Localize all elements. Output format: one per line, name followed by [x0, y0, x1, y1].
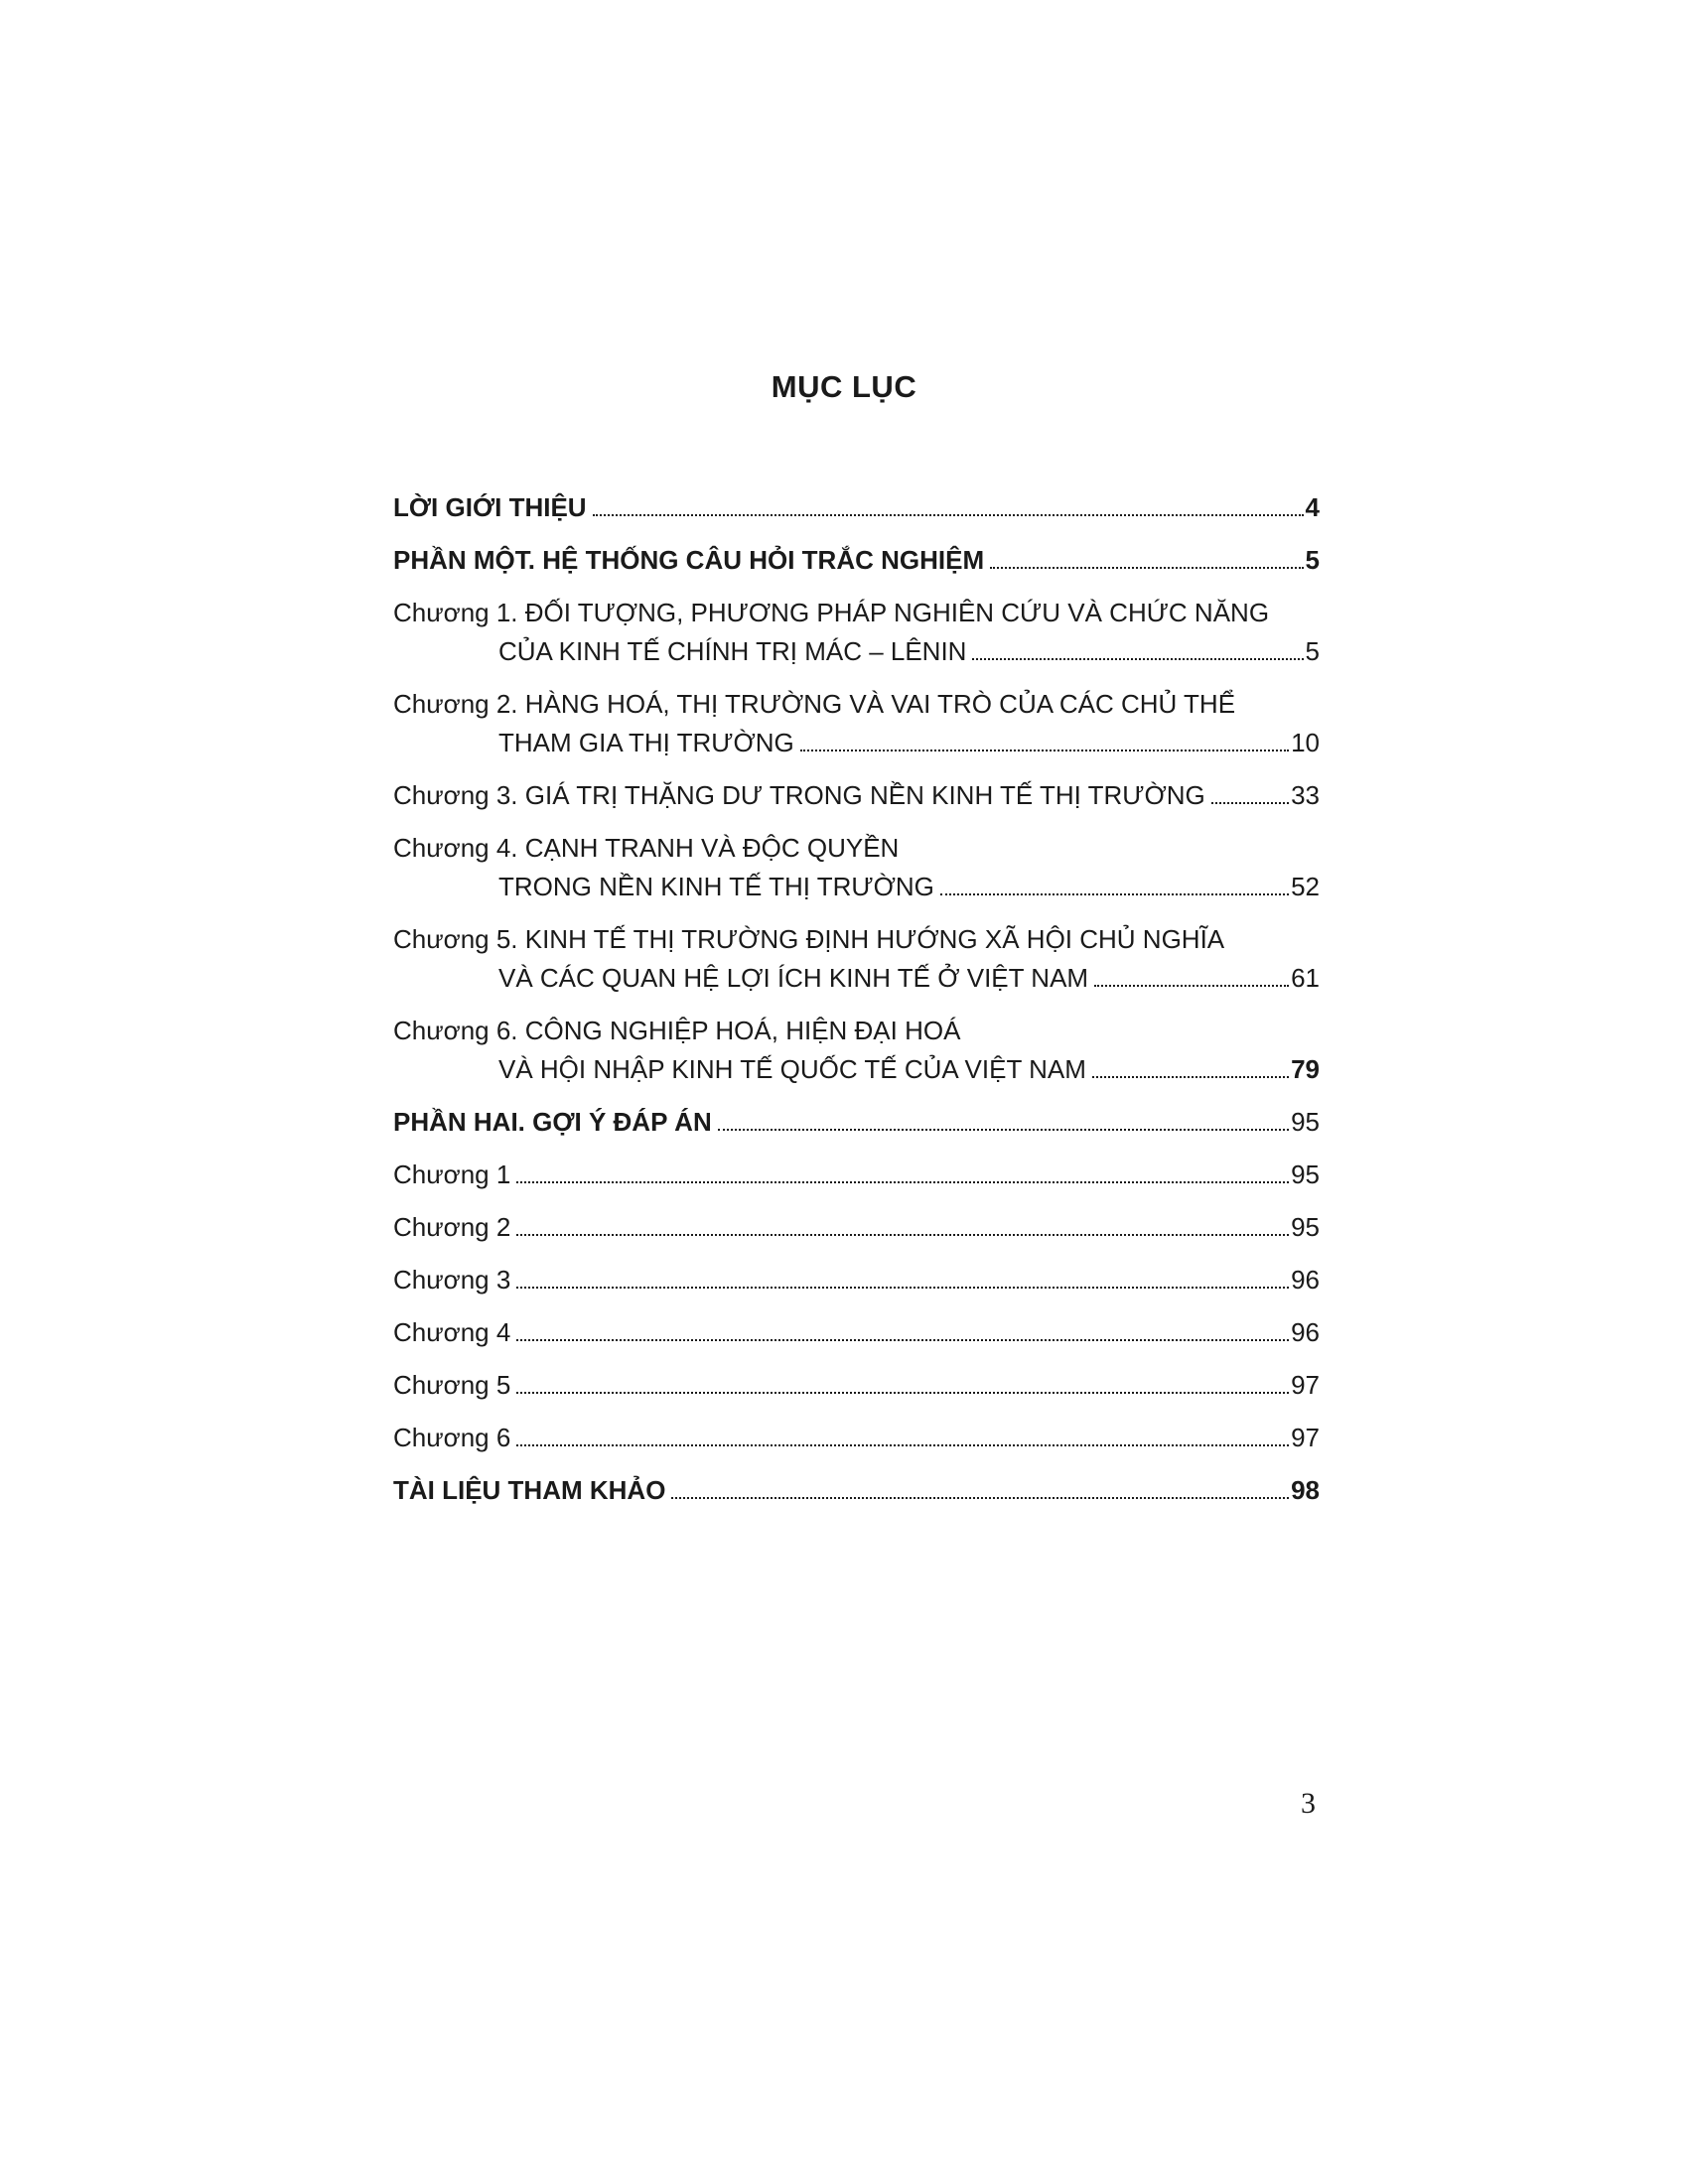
toc-leader-dots	[516, 1181, 1289, 1183]
toc-entry-chuong-6-line-1[interactable]	[393, 1013, 1320, 1048]
toc-entry-loi-gioi-thieu[interactable]	[393, 489, 1320, 525]
toc-entry-page: 5	[1305, 636, 1320, 666]
toc-leader-dots	[800, 750, 1289, 751]
toc-entry-label: TRONG NỀN KINH TẾ THỊ TRƯỜNG	[498, 872, 934, 901]
toc-entry-page: 52	[1291, 872, 1320, 901]
toc-entry-chuong-5-line-1[interactable]	[393, 921, 1320, 957]
toc-entry-label: CỦA KINH TẾ CHÍNH TRỊ MÁC – LÊNIN	[498, 636, 967, 666]
toc-entry-page: 97	[1291, 1370, 1320, 1400]
toc-leader-dots	[940, 893, 1289, 895]
toc-entry-dap-an-chuong-2[interactable]	[393, 1209, 1320, 1245]
toc-entry-page: 10	[1291, 728, 1320, 757]
toc-entry-label: VÀ HỘI NHẬP KINH TẾ QUỐC TẾ CỦA VIỆT NAM	[498, 1054, 1086, 1084]
page-title: MỤC LỤC	[771, 369, 917, 404]
toc-entry-phan-mot[interactable]	[393, 542, 1320, 578]
toc-leader-dots	[1092, 1076, 1289, 1078]
toc-entry-dap-an-chuong-1[interactable]	[393, 1157, 1320, 1192]
toc-entry-phan-hai[interactable]	[393, 1104, 1320, 1140]
toc-entry-label: Chương 3	[393, 1265, 511, 1295]
toc-entry-label: VÀ CÁC QUAN HỆ LỢI ÍCH KINH TẾ Ở VIỆT NAM	[498, 963, 1089, 993]
toc-entry-label: Chương 6	[393, 1423, 511, 1452]
toc-entry-label: Chương 5	[393, 1370, 511, 1400]
toc-leader-dots	[516, 1234, 1289, 1236]
toc-entry-dap-an-chuong-4[interactable]	[393, 1314, 1320, 1350]
toc-entry-label: Chương 4	[393, 1317, 511, 1347]
toc-entry-chuong-4-line-2[interactable]	[393, 869, 1320, 904]
toc-leader-dots	[671, 1497, 1289, 1499]
toc-entry-page: 96	[1291, 1317, 1320, 1347]
toc-entry-dap-an-chuong-5[interactable]	[393, 1367, 1320, 1403]
toc-entry-page: 95	[1291, 1160, 1320, 1189]
toc-leader-dots	[718, 1129, 1289, 1131]
toc-entry-label: Chương 2	[393, 1212, 511, 1242]
toc-entry-page: 96	[1291, 1265, 1320, 1295]
toc-entry-page: 5	[1305, 545, 1320, 575]
toc-leader-dots	[516, 1287, 1289, 1289]
toc-leader-dots	[1211, 802, 1289, 804]
toc-entry-label: Chương 3. GIÁ TRỊ THẶNG DƯ TRONG NỀN KINH TẾ THỊ TRƯỜNG	[393, 780, 1205, 810]
toc-entry-label: Chương 1. ĐỐI TƯỢNG, PHƯƠNG PHÁP NGHIÊN CỨU VÀ CHỨC NĂNG	[393, 598, 1270, 627]
toc-leader-dots	[516, 1392, 1289, 1394]
toc-entry-label: Chương 6. CÔNG NGHIỆP HOÁ, HIỆN ĐẠI HOÁ	[393, 1016, 961, 1045]
toc-entry-chuong-5-line-2[interactable]	[393, 960, 1320, 996]
toc-entry-tai-lieu-tham-khao[interactable]	[393, 1472, 1320, 1508]
toc-entry-chuong-1-line-2[interactable]	[393, 633, 1320, 669]
toc-entry-label: LỜI GIỚI THIỆU	[393, 492, 587, 522]
toc-entry-page: 97	[1291, 1423, 1320, 1452]
toc-entry-page: 33	[1291, 780, 1320, 810]
toc-entry-dap-an-chuong-6[interactable]	[393, 1420, 1320, 1455]
toc-leader-dots	[972, 658, 1303, 660]
toc-entry-page: 79	[1291, 1054, 1320, 1084]
toc-leader-dots	[593, 514, 1304, 516]
toc-entry-chuong-6-line-2[interactable]	[393, 1051, 1320, 1087]
toc-entry-chuong-3[interactable]	[393, 777, 1320, 813]
toc-entry-label: Chương 1	[393, 1160, 511, 1189]
toc-entry-chuong-4-line-1[interactable]	[393, 830, 1320, 866]
toc-entry-page: 61	[1291, 963, 1320, 993]
toc-entry-label: TÀI LIỆU THAM KHẢO	[393, 1475, 666, 1505]
toc-leader-dots	[1094, 985, 1289, 987]
toc-entry-label: PHẦN HAI. GỢI Ý ĐÁP ÁN	[393, 1107, 712, 1137]
toc-entry-page: 95	[1291, 1212, 1320, 1242]
toc-entry-chuong-2-line-1[interactable]	[393, 686, 1320, 722]
toc-entry-page: 4	[1305, 492, 1320, 522]
toc-leader-dots	[516, 1444, 1289, 1446]
toc-entry-label: THAM GIA THỊ TRƯỜNG	[498, 728, 794, 757]
toc-entry-page: 98	[1291, 1475, 1320, 1505]
page-number: 3	[1301, 1787, 1316, 1820]
toc-entry-label: PHẦN MỘT. HỆ THỐNG CÂU HỎI TRẮC NGHIỆM	[393, 545, 985, 575]
toc-entry-chuong-2-line-2[interactable]	[393, 725, 1320, 760]
toc-entry-chuong-1-line-1[interactable]	[393, 595, 1320, 630]
toc-entry-label: Chương 4. CẠNH TRANH VÀ ĐỘC QUYỀN	[393, 833, 900, 863]
toc-leader-dots	[990, 567, 1303, 569]
toc-entry-label: Chương 5. KINH TẾ THỊ TRƯỜNG ĐỊNH HƯỚNG XÃ HỘI CHỦ NGHĨA	[393, 924, 1225, 954]
toc-entry-label: Chương 2. HÀNG HOÁ, THỊ TRƯỜNG VÀ VAI TRÒ CỦA CÁC CHỦ THỂ	[393, 689, 1236, 719]
toc-leader-dots	[516, 1339, 1289, 1341]
toc-entry-dap-an-chuong-3[interactable]	[393, 1262, 1320, 1297]
toc-entry-page: 95	[1291, 1107, 1320, 1137]
